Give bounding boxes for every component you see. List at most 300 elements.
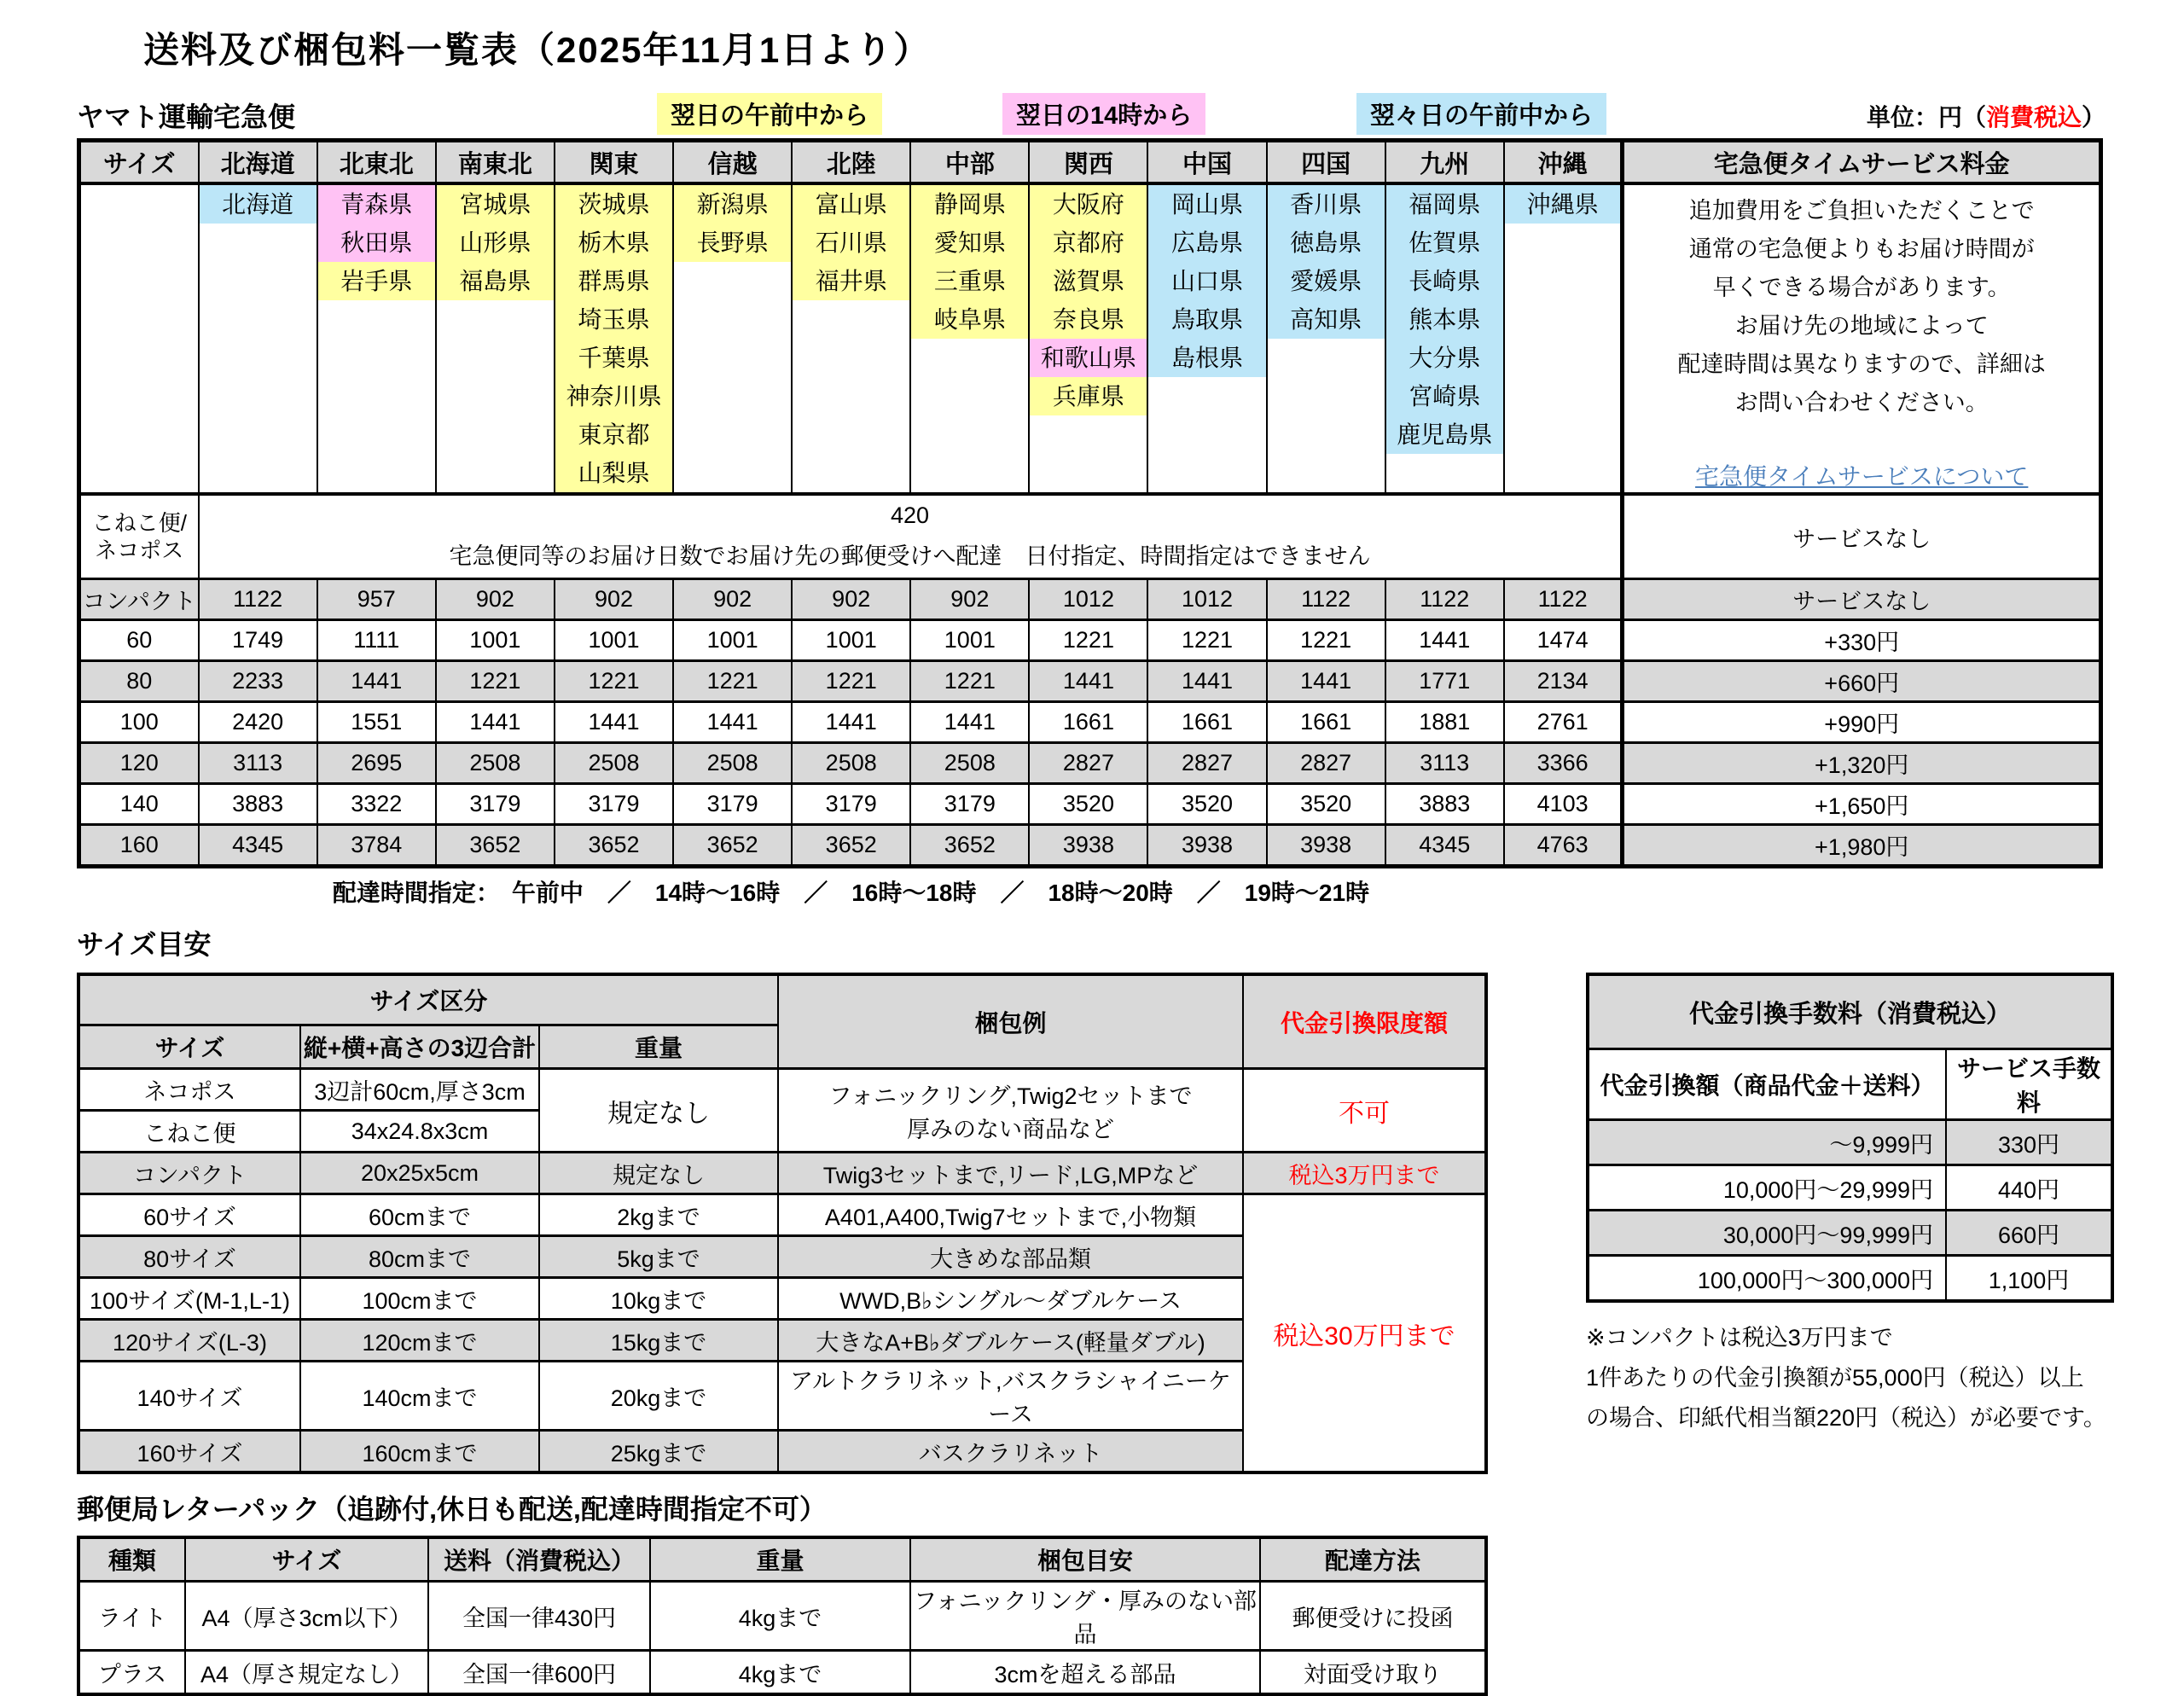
rate-cell: 3113 [199, 743, 317, 784]
time-service-cell: +1,320円 [1623, 743, 2101, 784]
prefecture: 茨城県 [555, 185, 672, 224]
letterpack-row [78, 1582, 1486, 1651]
cod-fee-row [1588, 1165, 2112, 1211]
region-prefectures [1029, 183, 1147, 494]
rate-cell: 1474 [1504, 620, 1623, 661]
lp-size: A4（厚さ3cm以下） [185, 1582, 428, 1651]
prefecture: 青森県 [318, 185, 435, 224]
prefecture: 石川県 [793, 224, 909, 262]
cod-fee-area [1586, 973, 2111, 1438]
rate-cell: 1221 [555, 661, 673, 702]
letterpack-table [77, 1536, 1488, 1696]
rate-cell: 3113 [1385, 743, 1504, 784]
cod-amount: ～9,999円 [1588, 1120, 1946, 1165]
region-header: 関西 [1029, 141, 1147, 184]
prefecture: 香川県 [1268, 185, 1385, 224]
region-prefectures [1385, 183, 1504, 494]
size-label: 80サイズ [78, 1236, 300, 1278]
prefecture: 島根県 [1148, 339, 1265, 377]
rate-cell: 1122 [1385, 579, 1504, 620]
cod-fee-row [1588, 1120, 2112, 1165]
prefecture: 広島県 [1148, 224, 1265, 262]
rate-cell: 2420 [199, 702, 317, 743]
dims-cell: 80cmまで [300, 1236, 539, 1278]
rate-cell: 2761 [1504, 702, 1623, 743]
prefecture: 京都府 [1030, 224, 1147, 262]
rate-cell: 1122 [199, 579, 317, 620]
rate-cell: 1012 [1029, 579, 1147, 620]
rate-cell: 3179 [673, 784, 792, 825]
prefecture: 兵庫県 [1030, 377, 1147, 415]
region-prefectures [555, 183, 673, 494]
rate-cell: 1001 [436, 620, 555, 661]
rate-cell: 2508 [436, 743, 555, 784]
cod-limit-header: 代金引換限度額 [1243, 974, 1486, 1069]
rate-row [79, 825, 2101, 867]
rate-cell: 1001 [673, 620, 792, 661]
packing-cell: A401,A400,Twig7セットまで,小物類 [778, 1194, 1243, 1236]
rate-cell: 902 [673, 579, 792, 620]
rate-cell: 1221 [1029, 620, 1147, 661]
size-label: コンパクト [78, 1153, 300, 1194]
region-header: 北陸 [792, 141, 910, 184]
nekopos-note: 宅急便同等のお届け日数でお届け先の郵便受けへ配達 日付指定、時間指定はできません [449, 543, 1371, 569]
region-prefectures [1147, 183, 1266, 494]
time-service-cell: +330円 [1623, 620, 2101, 661]
region-header: 四国 [1267, 141, 1385, 184]
size-label: 160サイズ [78, 1431, 300, 1473]
prefecture: 岡山県 [1148, 185, 1265, 224]
weight-cell: 20kgまで [539, 1362, 778, 1431]
prefecture: 秋田県 [318, 224, 435, 262]
rate-row [79, 743, 2101, 784]
prefecture: 福島県 [437, 262, 554, 300]
rate-cell: 3520 [1029, 784, 1147, 825]
region-prefectures [436, 183, 555, 494]
rate-cell: 1001 [910, 620, 1029, 661]
prefecture: 熊本県 [1386, 300, 1503, 339]
prefecture: 和歌山県 [1030, 339, 1147, 377]
dims-cell: 34x24.8x3cm [300, 1111, 539, 1153]
legend-next-day-14 [1002, 93, 1205, 135]
rate-cell: 3179 [910, 784, 1029, 825]
rate-cell: 4103 [1504, 784, 1623, 825]
rate-cell: 1012 [1147, 579, 1266, 620]
rate-cell: 1221 [792, 661, 910, 702]
size-label: 80 [79, 661, 199, 702]
legend-row [77, 87, 2107, 138]
lp-packing-header: 梱包目安 [910, 1537, 1260, 1582]
lp-weight: 4kgまで [650, 1582, 910, 1651]
rate-cell: 1221 [436, 661, 555, 702]
size-category-header: サイズ区分 [78, 974, 778, 1025]
time-service-cell: サービスなし [1623, 579, 2101, 620]
time-service-cell: +1,650円 [1623, 784, 2101, 825]
time-service-description [1623, 183, 2101, 494]
time-service-cell: +660円 [1623, 661, 2101, 702]
time-service-line: 早くできる場合があります。 [1712, 275, 2011, 300]
rate-cell: 902 [910, 579, 1029, 620]
region-prefectures [1504, 183, 1623, 494]
rate-cell: 1221 [1267, 620, 1385, 661]
unit-tax-included: 消費税込 [1985, 104, 2082, 131]
time-service-cell: +990円 [1623, 702, 2101, 743]
prefecture: 岩手県 [318, 262, 435, 300]
rate-cell: 2827 [1029, 743, 1147, 784]
time-service-cell: +1,980円 [1623, 825, 2101, 867]
lp-packing: フォニックリング・厚みのない部品 [910, 1582, 1260, 1651]
region-prefectures [792, 183, 910, 494]
prefecture: 神奈川県 [555, 377, 672, 415]
rate-cell: 3652 [436, 825, 555, 867]
lp-fee-header: 送料（消費税込） [428, 1537, 650, 1582]
prefecture: 長崎県 [1386, 262, 1503, 300]
size-label: ネコポス [78, 1069, 300, 1111]
rate-cell: 1111 [317, 620, 436, 661]
prefecture: 愛知県 [911, 224, 1028, 262]
cod-fee: 1,100円 [1946, 1256, 2112, 1302]
prefecture: 岐阜県 [911, 300, 1028, 339]
size-header: サイズ [79, 141, 199, 184]
prefecture: 大分県 [1386, 339, 1503, 377]
section-title-yamato: ヤマト運輸宅急便 [77, 102, 296, 132]
legend-2days-morning [1356, 93, 1606, 135]
prefecture: 宮崎県 [1386, 377, 1503, 415]
size-label: こねこ便 [78, 1111, 300, 1153]
rate-cell: 2827 [1147, 743, 1266, 784]
rate-cell: 3322 [317, 784, 436, 825]
prefecture: 富山県 [793, 185, 909, 224]
packing-cell: バスクラリネット [778, 1431, 1243, 1473]
region-prefectures [673, 183, 792, 494]
lp-size: A4（厚さ規定なし） [185, 1651, 428, 1695]
rate-cell: 1661 [1147, 702, 1266, 743]
prefecture: 滋賀県 [1030, 262, 1147, 300]
packing-cell: アルトクラリネット,バスクラシャイニーケース [778, 1362, 1243, 1431]
rate-cell: 957 [317, 579, 436, 620]
rate-cell: 1221 [1147, 620, 1266, 661]
rate-cell: 3366 [1504, 743, 1623, 784]
rate-cell: 4763 [1504, 825, 1623, 867]
rate-cell: 2827 [1267, 743, 1385, 784]
rate-cell: 1441 [436, 702, 555, 743]
prefecture: 山梨県 [555, 454, 672, 492]
rate-cell: 3652 [673, 825, 792, 867]
rate-cell: 1001 [792, 620, 910, 661]
dims-cell: 140cmまで [300, 1362, 539, 1431]
prefecture: 東京都 [555, 415, 672, 454]
prefecture: 埼玉県 [555, 300, 672, 339]
size-label: 140サイズ [78, 1362, 300, 1431]
weight-cell: 2kgまで [539, 1194, 778, 1236]
packing-cell: WWD,B♭シングル～ダブルケース [778, 1278, 1243, 1320]
cod-fee-table [1586, 973, 2114, 1303]
lp-type: プラス [78, 1651, 185, 1695]
region-prefectures [1267, 183, 1385, 494]
rate-cell: 3938 [1267, 825, 1385, 867]
cod-amount: 100,000円～300,000円 [1588, 1256, 1946, 1302]
rate-cell: 3652 [792, 825, 910, 867]
rate-cell: 1661 [1267, 702, 1385, 743]
size-guide-table [77, 973, 1488, 1474]
prefecture: 福井県 [793, 262, 909, 300]
size-label: 140 [79, 784, 199, 825]
weight-cell: 15kgまで [539, 1320, 778, 1362]
cod-fee-title: 代金引換手数料（消費税込） [1588, 974, 2112, 1049]
unit-label: 単位：円（消費税込） [1866, 104, 2106, 131]
region-header: 南東北 [436, 141, 555, 184]
lp-weight-header: 重量 [650, 1537, 910, 1582]
rate-cell: 3179 [792, 784, 910, 825]
packing-cell: 大きなA+B♭ダブルケース(軽量ダブル) [778, 1320, 1243, 1362]
size-col-header: サイズ [78, 1025, 300, 1069]
section-title-letterpack: 郵便局レターパック（追跡付,休日も配送,配達時間指定不可） [77, 1494, 827, 1525]
rate-row [79, 579, 2101, 620]
prefecture: 大阪府 [1030, 185, 1147, 224]
rate-row [79, 620, 2101, 661]
packing-cell: フォニックリング,Twig2セットまで 厚みのない商品など [778, 1069, 1243, 1153]
cod-amount: 30,000円～99,999円 [1588, 1211, 1946, 1256]
rate-cell: 1749 [199, 620, 317, 661]
rate-cell: 902 [792, 579, 910, 620]
rate-cell: 1441 [910, 702, 1029, 743]
prefecture: 鳥取県 [1148, 300, 1265, 339]
rate-cell: 2695 [317, 743, 436, 784]
dims-cell: 100cmまで [300, 1278, 539, 1320]
legend-next-day-morning [657, 93, 882, 135]
region-header: 沖縄 [1504, 141, 1623, 184]
rate-cell: 1881 [1385, 702, 1504, 743]
lp-delivery: 郵便受けに投函 [1260, 1582, 1486, 1651]
lp-delivery-header: 配達方法 [1260, 1537, 1486, 1582]
lp-fee: 全国一律430円 [428, 1582, 650, 1651]
rate-cell: 1122 [1267, 579, 1385, 620]
time-service-line: 通常の宅急便よりもお届け時間が [1688, 236, 2035, 262]
rate-cell: 1221 [910, 661, 1029, 702]
rate-cell: 2233 [199, 661, 317, 702]
prefecture: 奈良県 [1030, 300, 1147, 339]
dims-col-header: 縦+横+高さの3辺合計 [300, 1025, 539, 1069]
rate-cell: 3520 [1267, 784, 1385, 825]
weight-cell: 25kgまで [539, 1431, 778, 1473]
packing-cell: 大きめな部品類 [778, 1236, 1243, 1278]
cod-fee-row [1588, 1256, 2112, 1302]
rate-cell: 1441 [1267, 661, 1385, 702]
empty-corner [79, 183, 199, 494]
rate-cell: 3179 [555, 784, 673, 825]
cod-notes [1586, 1318, 2111, 1438]
region-header: 中国 [1147, 141, 1266, 184]
cod-fee: 660円 [1946, 1211, 2112, 1256]
rate-cell: 3883 [1385, 784, 1504, 825]
rate-cell: 3652 [555, 825, 673, 867]
prefecture: 宮城県 [437, 185, 554, 224]
rate-cell: 1441 [555, 702, 673, 743]
time-service-line: 配達時間は異なりますので、詳細は [1677, 351, 2046, 377]
dims-cell: 60cmまで [300, 1194, 539, 1236]
region-prefectures [910, 183, 1029, 494]
dims-cell: 20x25x5cm [300, 1153, 539, 1194]
prefecture: 千葉県 [555, 339, 672, 377]
cod-fee: 440円 [1946, 1165, 2112, 1211]
dims-cell: 3辺計60cm,厚さ3cm [300, 1069, 539, 1111]
prefecture: 愛媛県 [1268, 262, 1385, 300]
cod-fee: 330円 [1946, 1120, 2112, 1165]
prefecture: 長野県 [674, 224, 791, 262]
lp-fee: 全国一律600円 [428, 1651, 650, 1695]
prefecture: 高知県 [1268, 300, 1385, 339]
weight-cell: 5kgまで [539, 1236, 778, 1278]
time-service-header: 宅急便タイムサービス料金 [1623, 141, 2101, 184]
page-title: 送料及び梱包料一覧表（2025年11月1日より） [143, 30, 932, 70]
rate-cell: 3938 [1147, 825, 1266, 867]
prefecture: 山口県 [1148, 262, 1265, 300]
rate-cell: 902 [436, 579, 555, 620]
nekopos-label: こねこ便/ ネコポス [79, 494, 199, 579]
rate-cell: 3179 [436, 784, 555, 825]
weight-cell: 規定なし [539, 1153, 778, 1194]
rate-cell: 1221 [673, 661, 792, 702]
delivery-time-footer: 配達時間指定： 午前中 ／ 14時～16時 ／ 16時～18時 ／ 18時～20時 ／ 19時～21時 [332, 880, 1370, 906]
rate-row [79, 702, 2101, 743]
time-service-link[interactable]: 宅急便タイムサービスについて [1695, 463, 2029, 490]
nekopos-price: 420 [890, 502, 930, 528]
time-service-cell: サービスなし [1623, 494, 2101, 579]
rate-row [79, 784, 2101, 825]
prefecture: 三重県 [911, 262, 1028, 300]
rate-cell: 1001 [555, 620, 673, 661]
prefecture: 佐賀県 [1386, 224, 1503, 262]
nekopos-row [79, 494, 2101, 579]
size-guide-area [77, 973, 2107, 1474]
cod-fee-row [1588, 1211, 2112, 1256]
rate-cell: 3938 [1029, 825, 1147, 867]
cod-limit-cell: 不可 [1243, 1069, 1486, 1153]
cod-note-line: の場合、印紙代相当額220円（税込）が必要です。 [1586, 1405, 2106, 1431]
region-header: 北海道 [199, 141, 317, 184]
dims-cell: 160cmまで [300, 1431, 539, 1473]
legend-highlight: 翌日の14時から [1002, 93, 1205, 135]
lp-weight: 4kgまで [650, 1651, 910, 1695]
rate-cell: 2508 [673, 743, 792, 784]
size-label: 60 [79, 620, 199, 661]
size-guide-row [78, 1153, 1486, 1194]
cod-note-line: ※コンパクトは税込3万円まで [1586, 1325, 1893, 1350]
region-header: 中部 [910, 141, 1029, 184]
time-service-line: お問い合わせください。 [1734, 390, 1989, 415]
region-header: 九州 [1385, 141, 1504, 184]
rate-cell: 1122 [1504, 579, 1623, 620]
lp-packing: 3cmを超える部品 [910, 1651, 1260, 1695]
prefecture: 福岡県 [1386, 185, 1503, 224]
prefecture: 鹿児島県 [1386, 415, 1503, 454]
size-label: 120サイズ(L-3) [78, 1320, 300, 1362]
time-service-line: 追加費用をご負担いただくことで [1688, 198, 2035, 224]
prefecture: 栃木県 [555, 224, 672, 262]
region-prefectures [199, 183, 317, 494]
size-guide-row [78, 1069, 1486, 1111]
rate-cell: 902 [555, 579, 673, 620]
prefecture: 徳島県 [1268, 224, 1385, 262]
legend-highlight: 翌日の午前中から [657, 93, 882, 135]
rate-cell: 3652 [910, 825, 1029, 867]
size-label: 100 [79, 702, 199, 743]
prefecture: 沖縄県 [1505, 185, 1621, 224]
rate-cell: 1661 [1029, 702, 1147, 743]
cod-amount-header: 代金引換額（商品代金＋送料） [1588, 1049, 1946, 1120]
size-label: 160 [79, 825, 199, 867]
cod-limit-cell: 税込3万円まで [1243, 1153, 1486, 1194]
weight-cell: 規定なし [539, 1069, 778, 1153]
rate-cell: 2508 [910, 743, 1029, 784]
rate-cell: 1441 [673, 702, 792, 743]
size-label: 100サイズ(M-1,L-1) [78, 1278, 300, 1320]
weight-col-header: 重量 [539, 1025, 778, 1069]
region-header: 関東 [555, 141, 673, 184]
lp-type: ライト [78, 1582, 185, 1651]
cod-amount: 10,000円～29,999円 [1588, 1165, 1946, 1211]
rate-cell: 1441 [792, 702, 910, 743]
rate-cell: 2508 [555, 743, 673, 784]
region-header: 信越 [673, 141, 792, 184]
rate-cell: 1441 [1029, 661, 1147, 702]
rate-cell: 3520 [1147, 784, 1266, 825]
region-header: 北東北 [317, 141, 436, 184]
lp-type-header: 種類 [78, 1537, 185, 1582]
rate-cell: 1551 [317, 702, 436, 743]
prefecture: 群馬県 [555, 262, 672, 300]
prefecture: 静岡県 [911, 185, 1028, 224]
prefecture: 新潟県 [674, 185, 791, 224]
cod-limit-cell: 税込30万円まで [1243, 1194, 1486, 1473]
size-label: コンパクト [79, 579, 199, 620]
yamato-rate-table [77, 138, 2103, 868]
legend-highlight: 翌々日の午前中から [1356, 93, 1606, 135]
rate-cell: 3784 [317, 825, 436, 867]
section-title-size-guide: サイズ目安 [77, 929, 212, 960]
weight-cell: 10kgまで [539, 1278, 778, 1320]
rate-cell: 2134 [1504, 661, 1623, 702]
cod-note-line: 1件あたりの代金引換額が55,000円（税込）以上 [1586, 1365, 2084, 1391]
packing-example-header: 梱包例 [778, 974, 1243, 1069]
nekopos-rate-cell [199, 494, 1623, 579]
prefecture: 北海道 [200, 185, 317, 224]
prefecture: 山形県 [437, 224, 554, 262]
page [77, 22, 2107, 1696]
prefecture-row [79, 183, 2101, 494]
rate-cell: 4345 [1385, 825, 1504, 867]
packing-cell: Twig3セットまで,リード,LG,MPなど [778, 1153, 1243, 1194]
letterpack-row [78, 1651, 1486, 1695]
rate-cell: 3883 [199, 784, 317, 825]
size-label: 60サイズ [78, 1194, 300, 1236]
lp-delivery: 対面受け取り [1260, 1651, 1486, 1695]
rate-cell: 1441 [1147, 661, 1266, 702]
lp-size-header: サイズ [185, 1537, 428, 1582]
cod-fee-header: サービス手数料 [1946, 1049, 2112, 1120]
rate-cell: 1441 [1385, 620, 1504, 661]
dims-cell: 120cmまで [300, 1320, 539, 1362]
rate-cell: 1441 [317, 661, 436, 702]
size-guide-row [78, 1194, 1486, 1236]
rate-cell: 1771 [1385, 661, 1504, 702]
region-prefectures [317, 183, 436, 494]
rate-cell: 2508 [792, 743, 910, 784]
rate-cell: 4345 [199, 825, 317, 867]
size-label: 120 [79, 743, 199, 784]
rate-row [79, 661, 2101, 702]
time-service-line: お届け先の地域によって [1734, 313, 1989, 339]
